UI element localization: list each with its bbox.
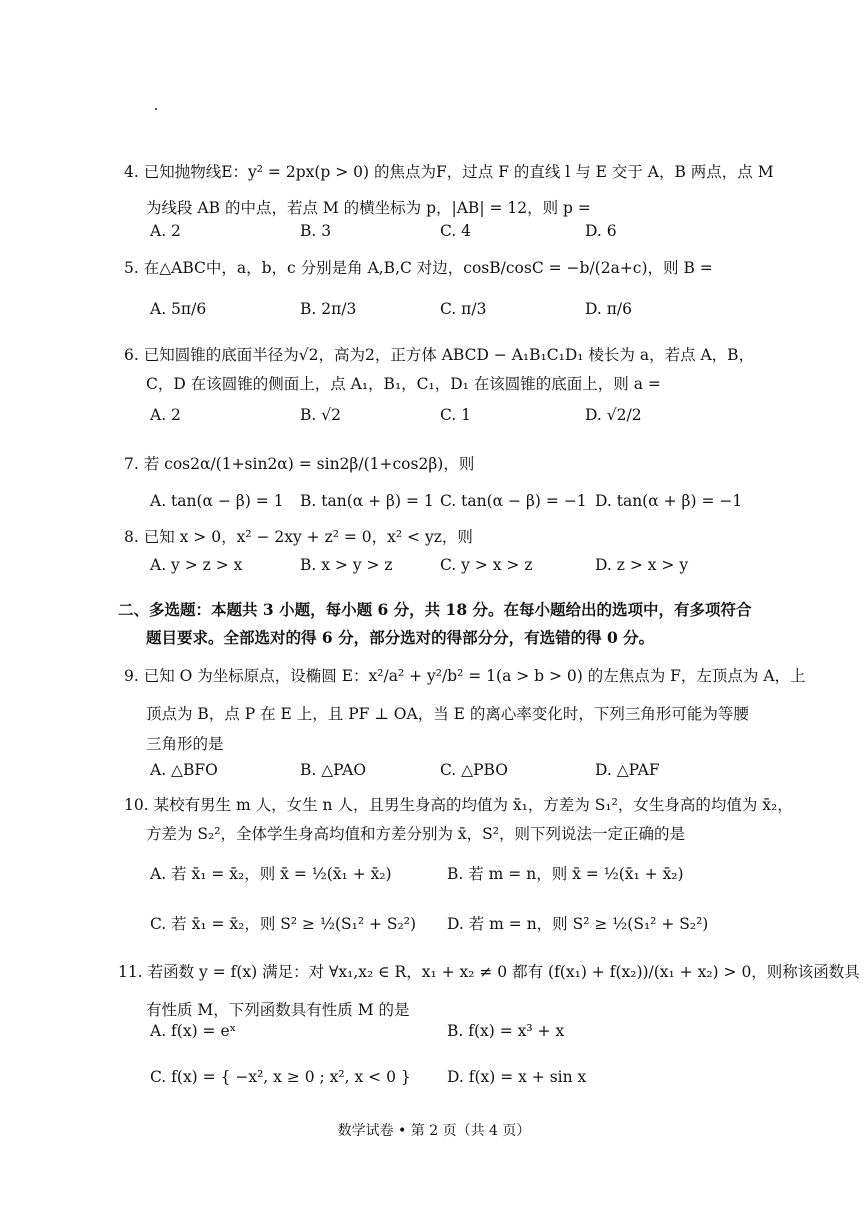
question-6-line-2: C，D 在该圆锥的侧面上，点 A₁，B₁，C₁，D₁ 在该圆锥的底面上，则 a = (146, 375, 661, 393)
q6-option-a: A. 2 (150, 406, 181, 424)
q10-option-a: A. 若 x̄₁ = x̄₂，则 x̄ = ½(x̄₁ + x̄₂) (150, 865, 392, 883)
q9-option-c: C. △PBO (440, 761, 508, 779)
q11-option-d: D. f(x) = x + sin x (447, 1068, 587, 1086)
q9-option-a: A. △BFO (150, 761, 218, 779)
q7-option-d: D. tan(α + β) = −1 (595, 492, 743, 510)
q5-option-d: D. π/6 (585, 300, 632, 318)
section-2-heading-line-2: 题目要求。全部选对的得 6 分，部分选对的得部分分，有选错的得 0 分。 (146, 628, 655, 647)
q10-option-b: B. 若 m = n，则 x̄ = ½(x̄₁ + x̄₂) (447, 865, 684, 883)
question-4-line-1: 4. 已知抛物线E：y² = 2px(p > 0) 的焦点为F，过点 F 的直线 l 与 E 交于 A，B 两点，点 M (124, 163, 774, 181)
q5-option-c: C. π/3 (440, 300, 487, 318)
q7-option-c: C. tan(α − β) = −1 (440, 492, 587, 510)
speck (155, 108, 157, 110)
question-8-line-1: 8. 已知 x > 0，x² − 2xy + z² = 0，x² < yz，则 (124, 528, 473, 546)
q4-option-a: A. 2 (150, 222, 181, 240)
q11-option-b: B. f(x) = x³ + x (447, 1022, 565, 1040)
q8-option-b: B. x > y > z (300, 556, 393, 574)
question-4-line-2: 为线段 AB 的中点，若点 M 的横坐标为 p，|AB| = 12，则 p = (146, 199, 591, 217)
q6-option-c: C. 1 (440, 406, 472, 424)
q10-option-c: C. 若 x̄₁ = x̄₂，则 S² ≥ ½(S₁² + S₂²) (150, 915, 416, 933)
q11-option-a: A. f(x) = eˣ (150, 1022, 237, 1040)
question-9-line-2: 顶点为 B，点 P 在 E 上，且 PF ⊥ OA，当 E 的离心率变化时，下列三角形可能为等腰 (146, 705, 749, 723)
question-9-line-1: 9. 已知 O 为坐标原点，设椭圆 E：x²/a² + y²/b² = 1(a > b > 0) 的左焦点为 F，左顶点为 A，上 (124, 667, 806, 685)
q11-option-c: C. f(x) = { −x², x ≥ 0 ; x², x < 0 } (150, 1068, 411, 1086)
page-footer: 数学试卷 • 第 2 页（共 4 页） (337, 1123, 531, 1139)
question-10-line-2: 方差为 S₂²，全体学生身高均值和方差分别为 x̄，S²，则下列说法一定正确的是 (146, 825, 685, 843)
question-5-line-1: 5. 在△ABC中，a，b，c 分别是角 A,B,C 对边，cosB/cosC = −b/(2a+c)，则 B = (124, 259, 713, 277)
q8-option-a: A. y > z > x (150, 556, 243, 574)
q8-option-c: C. y > x > z (440, 556, 533, 574)
q4-option-c: C. 4 (440, 222, 472, 240)
q4-option-b: B. 3 (300, 222, 332, 240)
q7-option-a: A. tan(α − β) = 1 (150, 492, 284, 510)
question-10-line-1: 10. 某校有男生 m 人，女生 n 人，且男生身高的均值为 x̄₁，方差为 S₁²，女生身高的均值为 x̄₂， (124, 796, 793, 814)
question-7-line-1: 7. 若 cos2α/(1+sin2α) = sin2β/(1+cos2β)，则 (124, 455, 475, 473)
question-6-line-1: 6. 已知圆锥的底面半径为√2，高为2，正方体 ABCD − A₁B₁C₁D₁ 棱长为 a，若点 A，B， (124, 346, 755, 364)
q5-option-b: B. 2π/3 (300, 300, 357, 318)
q7-option-b: B. tan(α + β) = 1 (300, 492, 434, 510)
q9-option-b: B. △PAO (300, 761, 367, 779)
q4-option-d: D. 6 (585, 222, 617, 240)
q6-option-b: B. √2 (300, 406, 341, 424)
q6-option-d: D. √2/2 (585, 406, 642, 424)
q9-option-d: D. △PAF (595, 761, 660, 779)
question-9-line-3: 三角形的是 (146, 735, 224, 753)
q8-option-d: D. z > x > y (595, 556, 689, 574)
question-11-line-2: 有性质 M，下列函数具有性质 M 的是 (146, 1001, 410, 1019)
q5-option-a: A. 5π/6 (150, 300, 207, 318)
question-11-line-1: 11. 若函数 y = f(x) 满足：对 ∀x₁,x₂ ∈ R，x₁ + x₂ ≠ 0 都有 (f(x₁) + f(x₂))/(x₁ + x₂) > 0，则称该函数具 (118, 963, 860, 981)
section-2-heading-line-1: 二、多选题：本题共 3 小题，每小题 6 分，共 18 分。在每小题给出的选项中，有多项符合 (118, 600, 752, 619)
q10-option-d: D. 若 m = n，则 S² ≥ ½(S₁² + S₂²) (447, 915, 709, 933)
